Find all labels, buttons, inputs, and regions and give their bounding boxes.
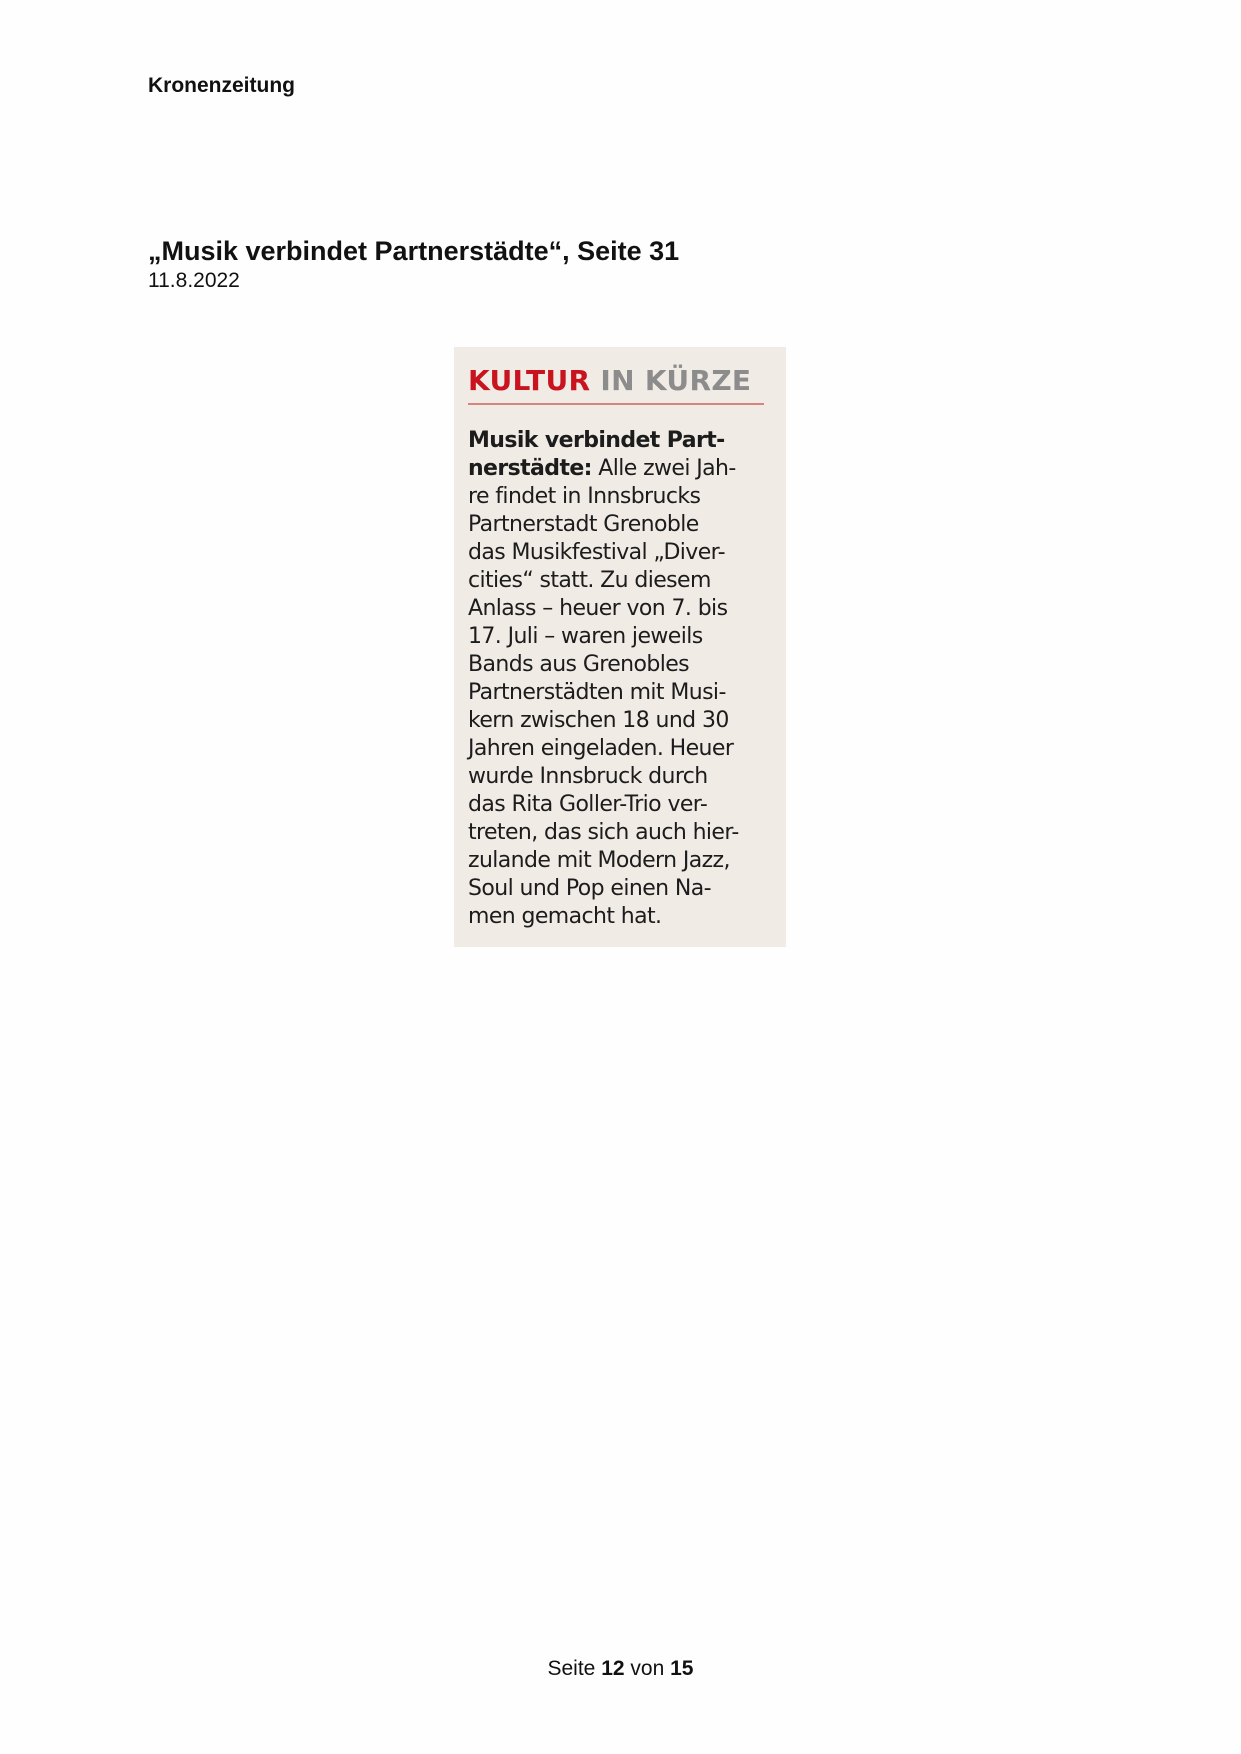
clipping-text: treten, das sich auch hier- [468, 820, 739, 845]
clipping-text: Partnerstadt Grenoble [468, 512, 699, 537]
kicker-red-text: KULTUR [468, 364, 591, 397]
article-date: 11.8.2022 [148, 269, 240, 292]
clipping-text: cities“ statt. Zu diesem [468, 568, 711, 593]
clipping-text: wurde Innsbruck durch [468, 764, 708, 789]
article-title: „Musik verbindet Partnerstädte“, Seite 31 [148, 236, 680, 266]
clipping-text: zulande mit Modern Jazz, [468, 848, 730, 873]
kicker-divider [468, 403, 764, 405]
footer-page-number: 12 [601, 1657, 625, 1680]
clipping-line [468, 427, 766, 455]
clipping-line [468, 511, 766, 539]
clipping-line [468, 679, 766, 707]
clipping-line [468, 623, 766, 651]
clipping-text: das Musikfestival „Diver- [468, 540, 726, 565]
clipping-line [468, 847, 766, 875]
kicker-grey-text: IN KÜRZE [600, 364, 752, 397]
clipping-line [468, 819, 766, 847]
page-footer [0, 1657, 1241, 1681]
clipping-line [468, 903, 766, 931]
publication-name: Kronenzeitung [148, 74, 295, 97]
clipping-line [468, 763, 766, 791]
clipping-text: Jahren eingeladen. Heuer [468, 736, 734, 761]
footer-prefix: Seite [547, 1657, 596, 1680]
clipping-lead-text: Musik verbindet Part- [468, 428, 725, 453]
clipping-text: men gemacht hat. [468, 904, 662, 929]
clipping-body [468, 427, 766, 931]
clipping-text: Alle zwei Jah- [591, 456, 736, 481]
clipping-line [468, 483, 766, 511]
clipping-line [468, 539, 766, 567]
clipping-line [468, 651, 766, 679]
clipping-line [468, 707, 766, 735]
footer-page-total: 15 [670, 1657, 694, 1680]
clipping-lead-text: nerstädte: [468, 456, 592, 481]
clipping-text: re findet in Innsbrucks [468, 484, 701, 509]
section-kicker [468, 361, 766, 401]
clipping-line [468, 735, 766, 763]
clipping-text: kern zwischen 18 und 30 [468, 708, 729, 733]
clipping-text: das Rita Goller-Trio ver- [468, 792, 708, 817]
clipping-line [468, 875, 766, 903]
clipping-line [468, 455, 766, 483]
clipping-text: Partnerstädten mit Musi- [468, 680, 726, 705]
clipping-line [468, 791, 766, 819]
footer-middle: von [630, 1657, 665, 1680]
clipping-text: Anlass – heuer von 7. bis [468, 596, 728, 621]
newspaper-clipping [454, 347, 786, 947]
clipping-text: Soul und Pop einen Na- [468, 876, 711, 901]
clipping-text: 17. Juli – waren jeweils [468, 624, 703, 649]
clipping-text: Bands aus Grenobles [468, 652, 690, 677]
clipping-line [468, 567, 766, 595]
clipping-line [468, 595, 766, 623]
